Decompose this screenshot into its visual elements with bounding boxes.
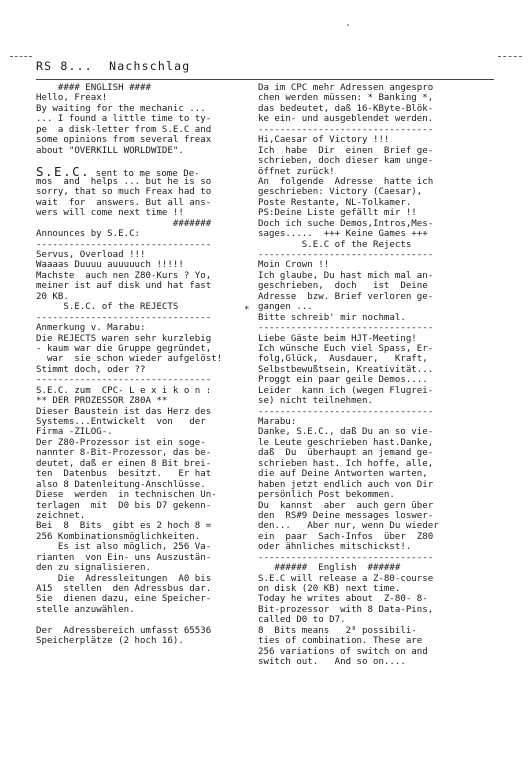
right-column-line: geschrieben: Victory (Caesar),: [258, 187, 423, 198]
left-column-line: Diese werden in technischen Un-: [36, 490, 217, 501]
right-column-line: persönlich Post bekommen.: [258, 490, 395, 501]
left-column: [36, 83, 251, 647]
left-column-line: meiner ist auf disk und hat fast: [36, 281, 212, 292]
right-column-line: --------------------------------: [258, 124, 434, 135]
right-column-line: Adresse bzw. Brief verloren ge-: [258, 291, 434, 302]
right-column-line: --------------------------------: [258, 552, 434, 563]
left-column-line: Der Adressbereich umfasst 65536: [36, 625, 212, 636]
right-column-line: geschrieben, doch ist Deine: [258, 281, 428, 292]
margin-asterisk: *: [244, 305, 250, 315]
page-headline: RS 8... Nachschlag: [36, 59, 191, 73]
left-column-line: terlagen mit D0 bis D7 gekenn-: [36, 500, 212, 511]
right-column-line: die auf Deine Antworten warten,: [258, 469, 428, 480]
right-column-line: Hi,Caesar of Victory !!!: [258, 135, 390, 146]
left-column-line: Stimmt doch, oder ??: [36, 364, 146, 375]
right-column-line: Marabu:: [258, 417, 297, 427]
right-column-line: sages..... +++ Keine Games +++: [258, 229, 428, 240]
left-column-line: Servus, Overload !!!: [36, 250, 146, 260]
right-column-line: Proggt ein paar geile Demos....: [258, 375, 428, 386]
left-column-line: mos and helps ... but he is so: [36, 176, 212, 187]
left-column-line: Machste auch nen Z80-Kurs ? Yo,: [36, 270, 212, 281]
right-column-line: 8 Bits means 2⁸ possibili-: [258, 625, 417, 636]
left-column-line: - kaum war die Gruppe gegründet,: [36, 343, 212, 354]
right-column-line: Bitte schreib' mir nochmal.: [258, 312, 406, 323]
right-column-line: gangen ...: [258, 302, 313, 313]
left-column-line: Waaaas Duuuu auuuuuch !!!!!: [36, 260, 184, 271]
right-column-line: oder ähnliches mitschickst!.: [258, 542, 412, 553]
right-column-line: Du kannst aber auch gern über: [258, 500, 434, 511]
left-column-line: Speicherplätze (2 hoch 16).: [36, 636, 184, 647]
left-column-line: wait for answers. But all ans-: [36, 197, 212, 208]
left-header-rule: [10, 56, 32, 57]
left-column-line: also 8 Datenleitung-Anschlüsse.: [36, 479, 206, 490]
right-column-line: --------------------------------: [258, 323, 434, 334]
left-column-line: ** DER PROZESSOR Z80A **: [36, 396, 168, 407]
left-column-line: Die Adressleitungen A0 bis: [36, 573, 212, 584]
right-column-line: S.E.C of the Rejects: [258, 239, 412, 250]
left-column-line: nannter 8-Bit-Prozessor, das be-: [36, 448, 212, 459]
left-column-line: Systems...Entwickelt von der: [36, 417, 206, 427]
right-column-line: Ich glaube, Du hast mich mal an-: [258, 270, 434, 281]
right-column-line: den... Aber nur, wenn Du wieder: [258, 521, 439, 532]
right-column-line: Liebe Gäste beim HJT-Meeting!: [258, 333, 417, 344]
left-column-line: Die REJECTS waren sehr kurzlebig: [36, 333, 212, 344]
left-column-line: Bei 8 Bits gibt es 2 hoch 8 =: [36, 521, 212, 532]
right-column-line: Leider kann ich (wegen Flugrei-: [258, 385, 434, 396]
left-column-line: stelle anzuwählen.: [36, 604, 135, 615]
left-column-line: S.E.C. of the REJECTS: [36, 302, 179, 313]
left-column-line: S.E.C. zum CPC- L e x i k o n :: [36, 385, 212, 396]
right-column: [258, 83, 498, 668]
right-column-line: Selbstbewußtsein, Kreativität...: [258, 364, 434, 375]
right-column-line: ###### English ######: [258, 563, 401, 574]
left-column-line: [36, 615, 251, 625]
right-column-line: ke ein- und ausgeblendet werden.: [258, 114, 434, 125]
right-column-line: Bit-prozessor with 8 Data-Pins,: [258, 604, 434, 615]
right-column-line: das bedeutet, daß 16-KByte-Blök-: [258, 103, 434, 114]
right-column-line: schrieben hast. Ich hoffe, alle,: [258, 458, 434, 469]
right-column-line: switch out. And so on....: [258, 657, 406, 668]
left-column-line: --------------------------------: [36, 239, 212, 250]
left-column-line: ten Datenbus besitzt. Er hat: [36, 469, 212, 480]
left-column-line: rianten von Ein- uns Auszustän-: [36, 552, 212, 563]
left-column-line: By waiting for the mechanic ...: [36, 103, 206, 114]
right-column-line: Moin Crown !!: [258, 260, 330, 271]
right-column-line: folg,Glück, Ausdauer, Kraft,: [258, 354, 428, 365]
left-column-line: Sie dienen dazu, eine Speicher-: [36, 594, 212, 605]
right-column-line: Danke, S.E.C., daß Du an so vie-: [258, 427, 434, 438]
left-column-line: Dieser Baustein ist das Herz des: [36, 406, 212, 417]
right-column-line: An folgende Adresse hatte ich: [258, 176, 434, 187]
left-column-line: #### ENGLISH ####: [36, 83, 151, 93]
left-column-line: pe a disk-letter from S.E.C and: [36, 124, 212, 135]
left-column-line: Der Z80-Prozessor ist ein soge-: [36, 437, 206, 448]
right-column-line: 256 variations of switch on and: [258, 646, 428, 657]
left-column-line: war sie schon wieder aufgelöst!: [36, 354, 223, 365]
right-column-line: le Leute geschrieben hast.Danke,: [258, 437, 434, 448]
left-column-line: ... I found a little time to ty-: [36, 114, 212, 125]
left-column-line: #######: [36, 218, 212, 229]
left-column-line: Firma -ZILOG-.: [36, 427, 113, 438]
left-column-line: zeichnet.: [36, 510, 86, 521]
right-column-line: Ich wünsche Euch viel Spass, Er-: [258, 343, 434, 354]
right-column-line: --------------------------------: [258, 250, 434, 260]
headline-underline: [36, 79, 494, 80]
left-column-line: S.E.C. sent to me some De-: [36, 163, 200, 179]
right-column-line: ein paar Sach-Infos über Z80: [258, 531, 434, 542]
right-header-rule: [498, 56, 522, 57]
right-column-line: chen werden müssen: * Banking *,: [258, 93, 434, 104]
left-column-line: some opinions from several freax: [36, 135, 212, 146]
right-column-line: S.E.C will release a Z-80-course: [258, 573, 434, 584]
left-column-line: 256 Kombinationsmöglichkeiten.: [36, 531, 201, 542]
left-column-line: about "OVERKILL WORLDWIDE".: [36, 145, 184, 156]
right-column-line: daß Du überhaupt an jemand ge-: [258, 448, 434, 459]
right-column-line: ties of combination. These are: [258, 636, 423, 647]
scan-speck: [347, 24, 349, 26]
left-column-line: Anmerkung v. Marabu:: [36, 323, 146, 334]
left-column-line: wers will come next time !!: [36, 208, 184, 219]
left-column-line: Es ist also möglich, 256 Va-: [36, 542, 212, 553]
right-column-line: PS:Deine Liste gefällt mir !!: [258, 208, 417, 219]
right-column-line: se) nicht teilnehmen.: [258, 396, 373, 407]
left-column-line: deutet, daß er einen 8 Bit brei-: [36, 458, 212, 469]
right-column-line: Ich habe Dir einen Brief ge-: [258, 145, 434, 156]
right-column-line: Da im CPC mehr Adressen angespro: [258, 83, 434, 93]
left-column-line: A15 stellen den Adressbus dar.: [36, 584, 212, 594]
right-column-line: on disk (20 KB) next time.: [258, 584, 401, 594]
left-column-line: sorry, that so much Freax had to: [36, 187, 212, 198]
right-column-line: Doch ich suche Demos,Intros,Mes-: [258, 218, 434, 229]
right-column-line: den RS#9 Deine messages loswer-: [258, 510, 434, 521]
right-column-line: Poste Restante, NL-Tolkamer.: [258, 197, 412, 208]
right-column-line: --------------------------------: [258, 406, 434, 417]
left-column-line: --------------------------------: [36, 312, 212, 323]
left-column-line: --------------------------------: [36, 375, 212, 386]
left-column-line: Announces by S.E.C:: [36, 229, 141, 240]
right-column-line: schrieben, doch dieser kam unge-: [258, 156, 434, 167]
right-column-line: öffnet zurück!: [258, 166, 335, 177]
right-column-line: Today he writes about Z-80- 8-: [258, 594, 428, 605]
left-column-line: 20 KB.: [36, 291, 69, 302]
right-column-line: called D0 to D7.: [258, 615, 346, 626]
left-column-line: den zu signalisieren.: [36, 563, 151, 574]
right-column-line: haben jetzt endlich auch von Dir: [258, 479, 434, 490]
left-column-line: Hello, Freax!: [36, 93, 108, 104]
